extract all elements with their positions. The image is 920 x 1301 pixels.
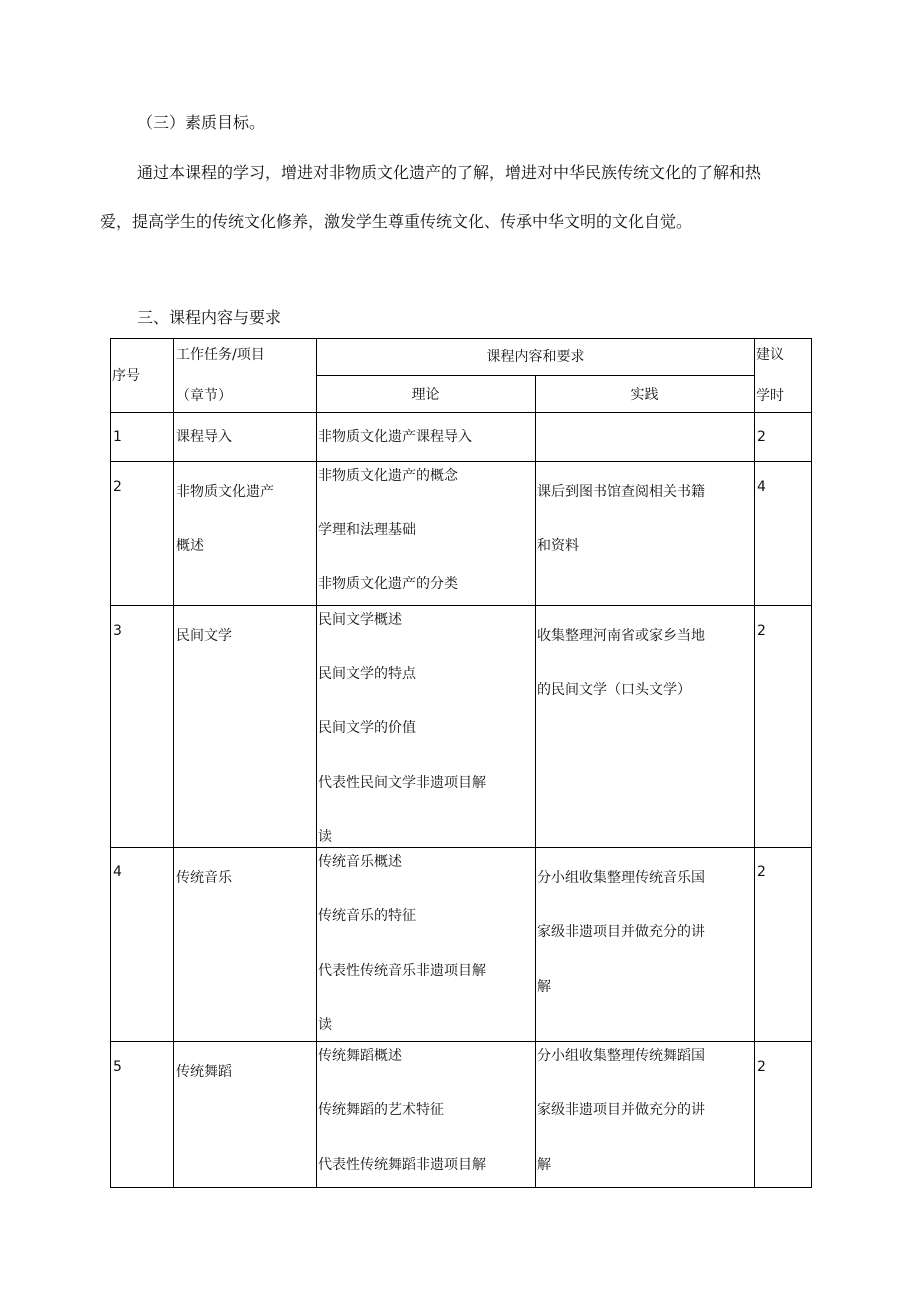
row-5-task: 传统舞蹈 [176, 1064, 232, 1080]
header-task-line-1: 工作任务/项目 [176, 347, 265, 363]
row-4-theory-line-2: 传统音乐的特征 [318, 908, 416, 924]
row-3-bottom-line [110, 847, 812, 848]
row-2-task-line-2: 概述 [176, 538, 204, 554]
table-border-bottom [110, 1187, 812, 1188]
row-2-hours: 4 [757, 479, 766, 495]
header-practice: 实践 [630, 387, 659, 403]
row-4-task: 传统音乐 [176, 870, 232, 886]
row-1-bottom-line [110, 461, 812, 462]
row-3-theory-line-1: 民间文学概述 [318, 612, 402, 628]
quality-goal-paragraph-line-1: 通过本课程的学习，增进对非物质文化遗产的了解，增进对中华民族传统文化的了解和热 [137, 163, 762, 182]
row-2-practice-line-2: 和资料 [537, 538, 579, 554]
row-1-seq: 1 [113, 429, 122, 445]
row-5-practice-line-2: 家级非遗项目并做充分的讲 [537, 1102, 705, 1118]
col-theory-divider [535, 375, 536, 1188]
header-hours-line-1: 建议 [756, 347, 784, 363]
row-3-theory-line-5: 读 [318, 829, 332, 845]
header-bottom-line [110, 412, 812, 413]
quality-goal-heading: （三）素质目标。 [137, 113, 266, 132]
header-content: 课程内容和要求 [486, 349, 585, 365]
row-4-practice-line-2: 家级非遗项目并做充分的讲 [537, 924, 705, 940]
quality-goal-paragraph-line-2: 爱，提高学生的传统文化修养，激发学生尊重传统文化、传承中华文明的文化自觉。 [100, 212, 693, 231]
row-3-hours: 2 [757, 623, 766, 639]
table-border-left [110, 338, 111, 1188]
header-task-line-2: （章节） [176, 388, 232, 404]
row-2-theory-line-1: 非物质文化遗产的概念 [318, 468, 458, 484]
row-3-practice-line-1: 收集整理河南省或家乡当地 [537, 628, 705, 644]
row-5-seq: 5 [113, 1059, 122, 1075]
header-theory: 理论 [411, 387, 440, 403]
row-5-practice-line-3: 解 [537, 1157, 551, 1173]
row-3-theory-line-3: 民间文学的价值 [318, 720, 416, 736]
row-2-task-line-1: 非物质文化遗产 [176, 484, 274, 500]
header-hours-line-2: 学时 [756, 388, 784, 404]
table-border-top [110, 338, 812, 339]
row-4-practice-line-3: 解 [537, 979, 551, 995]
row-4-hours: 2 [757, 864, 766, 880]
col-practice-divider [754, 338, 755, 1188]
row-2-bottom-line [110, 605, 812, 606]
row-2-theory-line-3: 非物质文化遗产的分类 [318, 576, 458, 592]
row-5-theory-line-2: 传统舞蹈的艺术特征 [318, 1102, 444, 1118]
row-5-hours: 2 [757, 1059, 766, 1075]
header-seq: 序号 [112, 368, 140, 384]
col-task-divider [316, 338, 317, 1188]
row-2-practice-line-1: 课后到图书馆查阅相关书籍 [537, 484, 705, 500]
row-1-task: 课程导入 [176, 429, 232, 445]
row-4-seq: 4 [113, 864, 122, 880]
row-3-theory-line-2: 民间文学的特点 [318, 666, 416, 682]
row-3-task: 民间文学 [176, 628, 232, 644]
row-4-theory-line-3: 代表性传统音乐非遗项目解 [318, 963, 486, 979]
row-4-theory-line-4: 读 [318, 1017, 332, 1033]
row-1-theory: 非物质文化遗产课程导入 [318, 429, 472, 445]
row-4-theory-line-1: 传统音乐概述 [318, 854, 402, 870]
row-5-practice-line-1: 分小组收集整理传统舞蹈国 [537, 1048, 705, 1064]
col-seq-divider [173, 338, 174, 1188]
row-2-theory-line-2: 学理和法理基础 [318, 522, 416, 538]
row-4-bottom-line [110, 1041, 812, 1042]
section-3-title: 三、课程内容与要求 [137, 308, 282, 327]
row-1-hours: 2 [757, 429, 766, 445]
row-2-seq: 2 [113, 479, 122, 495]
row-5-theory-line-1: 传统舞蹈概述 [318, 1048, 402, 1064]
row-5-theory-line-3: 代表性传统舞蹈非遗项目解 [318, 1157, 486, 1173]
row-3-practice-line-2: 的民间文学（口头文学） [537, 682, 691, 698]
row-4-practice-line-1: 分小组收集整理传统音乐国 [537, 870, 705, 886]
row-3-seq: 3 [113, 623, 122, 639]
row-3-theory-line-4: 代表性民间文学非遗项目解 [318, 775, 486, 791]
table-border-right [811, 338, 812, 1188]
